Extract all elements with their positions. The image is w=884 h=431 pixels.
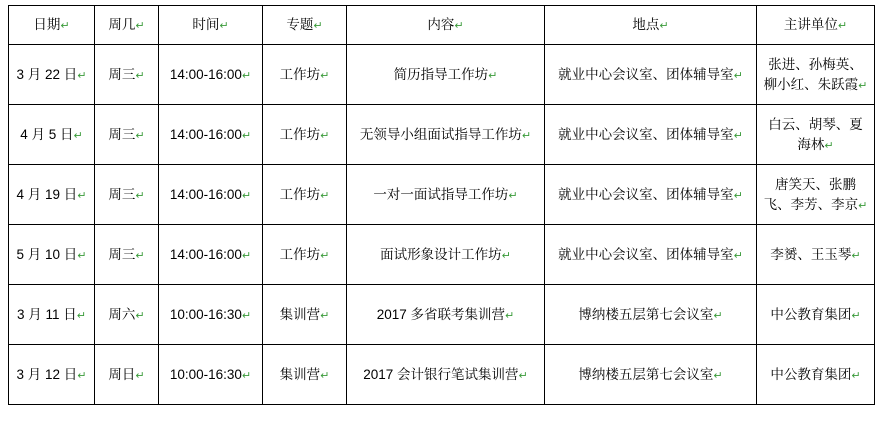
cell-time: 14:00-16:00↵ [159,105,263,165]
cell-unit: 张进、孙梅英、柳小红、朱跃霞↵ [757,45,875,105]
table-row [9,165,875,225]
paragraph-mark-icon: ↵ [851,368,861,382]
cell-date: 3 月 11 日↵ [9,285,95,345]
column-header-time: 时间↵ [159,6,263,45]
paragraph-mark-icon: ↵ [241,368,252,382]
paragraph-mark-icon: ↵ [241,68,252,82]
cell-time: 10:00-16:30↵ [159,285,263,345]
paragraph-mark-icon: ↵ [733,128,743,142]
paragraph-mark-icon: ↵ [241,188,252,202]
cell-week: 周六↵ [95,285,159,345]
cell-week: 周三↵ [95,225,159,285]
paragraph-mark-icon: ↵ [77,188,87,202]
cell-place: 就业中心会议室、团体辅导室↵ [545,165,757,225]
paragraph-mark-icon: ↵ [241,128,252,142]
paragraph-mark-icon: ↵ [501,248,511,262]
cell-topic: 集训营↵ [263,345,347,405]
paragraph-mark-icon: ↵ [505,308,515,322]
cell-week: 周日↵ [95,345,159,405]
cell-place: 博纳楼五层第七会议室↵ [545,345,757,405]
paragraph-mark-icon: ↵ [241,308,252,322]
cell-time: 14:00-16:00↵ [159,165,263,225]
paragraph-mark-icon: ↵ [320,188,330,202]
table-header-row [9,6,875,45]
cell-date: 3 月 12 日↵ [9,345,95,405]
paragraph-mark-icon: ↵ [733,68,743,82]
cell-date: 4 月 5 日↵ [9,105,95,165]
table-row [9,45,875,105]
cell-place: 就业中心会议室、团体辅导室↵ [545,225,757,285]
cell-unit: 唐笑天、张鹏飞、李芳、李京↵ [757,165,875,225]
paragraph-mark-icon: ↵ [659,19,669,33]
paragraph-mark-icon: ↵ [320,368,330,382]
cell-date: 4 月 19 日↵ [9,165,95,225]
paragraph-mark-icon: ↵ [713,368,723,382]
paragraph-mark-icon: ↵ [521,128,532,142]
paragraph-mark-icon: ↵ [454,19,464,33]
table-body [9,45,875,405]
paragraph-mark-icon: ↵ [733,248,743,262]
table-row [9,225,875,285]
cell-unit: 中公教育集团↵ [757,285,875,345]
cell-date: 5 月 10 日↵ [9,225,95,285]
cell-topic: 工作坊↵ [263,225,347,285]
cell-content: 2017 会计银行笔试集训营↵ [347,345,545,405]
paragraph-mark-icon: ↵ [320,68,330,82]
column-header-place: 地点↵ [545,6,757,45]
paragraph-mark-icon: ↵ [135,248,145,262]
paragraph-mark-icon: ↵ [837,19,848,33]
paragraph-mark-icon: ↵ [713,308,723,322]
paragraph-mark-icon: ↵ [135,188,145,202]
table-row [9,285,875,345]
paragraph-mark-icon: ↵ [241,248,252,262]
cell-unit: 白云、胡琴、夏海林↵ [757,105,875,165]
paragraph-mark-icon: ↵ [313,19,323,33]
paragraph-mark-icon: ↵ [219,19,229,33]
cell-content: 简历指导工作坊↵ [347,45,545,105]
cell-unit: 中公教育集团↵ [757,345,875,405]
cell-topic: 工作坊↵ [263,105,347,165]
cell-week: 周三↵ [95,105,159,165]
paragraph-mark-icon: ↵ [77,68,87,82]
paragraph-mark-icon: ↵ [77,248,87,262]
paragraph-mark-icon: ↵ [858,198,868,212]
paragraph-mark-icon: ↵ [135,368,145,382]
paragraph-mark-icon: ↵ [320,308,330,322]
column-header-date: 日期↵ [9,6,95,45]
table-row [9,105,875,165]
paragraph-mark-icon: ↵ [518,368,528,382]
paragraph-mark-icon: ↵ [77,368,87,382]
cell-week: 周三↵ [95,165,159,225]
cell-time: 14:00-16:00↵ [159,45,263,105]
paragraph-mark-icon: ↵ [135,68,145,82]
cell-content: 一对一面试指导工作坊↵ [347,165,545,225]
column-header-content: 内容↵ [347,6,545,45]
schedule-table [8,5,875,405]
cell-content: 2017 多省联考集训营↵ [347,285,545,345]
cell-place: 就业中心会议室、团体辅导室↵ [545,105,757,165]
cell-time: 10:00-16:30↵ [159,345,263,405]
paragraph-mark-icon: ↵ [851,308,861,322]
paragraph-mark-icon: ↵ [135,308,145,322]
paragraph-mark-icon: ↵ [73,128,83,142]
table-row [9,345,875,405]
table-header [9,6,875,45]
paragraph-mark-icon: ↵ [508,188,518,202]
paragraph-mark-icon: ↵ [135,19,145,33]
column-header-unit: 主讲单位↵ [757,6,875,45]
paragraph-mark-icon: ↵ [488,68,498,82]
paragraph-mark-icon: ↵ [320,248,330,262]
cell-date: 3 月 22 日↵ [9,45,95,105]
paragraph-mark-icon: ↵ [824,138,834,152]
cell-place: 博纳楼五层第七会议室↵ [545,285,757,345]
cell-topic: 工作坊↵ [263,165,347,225]
document-page [0,5,884,431]
paragraph-mark-icon: ↵ [76,308,86,322]
cell-content: 无领导小组面试指导工作坊↵ [347,105,545,165]
paragraph-mark-icon: ↵ [135,128,145,142]
paragraph-mark-icon: ↵ [60,19,70,33]
paragraph-mark-icon: ↵ [851,248,861,262]
cell-content: 面试形象设计工作坊↵ [347,225,545,285]
cell-week: 周三↵ [95,45,159,105]
column-header-week: 周几↵ [95,6,159,45]
cell-time: 14:00-16:00↵ [159,225,263,285]
column-header-topic: 专题↵ [263,6,347,45]
cell-topic: 工作坊↵ [263,45,347,105]
cell-place: 就业中心会议室、团体辅导室↵ [545,45,757,105]
paragraph-mark-icon: ↵ [858,78,868,92]
paragraph-mark-icon: ↵ [320,128,330,142]
cell-topic: 集训营↵ [263,285,347,345]
cell-unit: 李赟、王玉琴↵ [757,225,875,285]
paragraph-mark-icon: ↵ [733,188,743,202]
